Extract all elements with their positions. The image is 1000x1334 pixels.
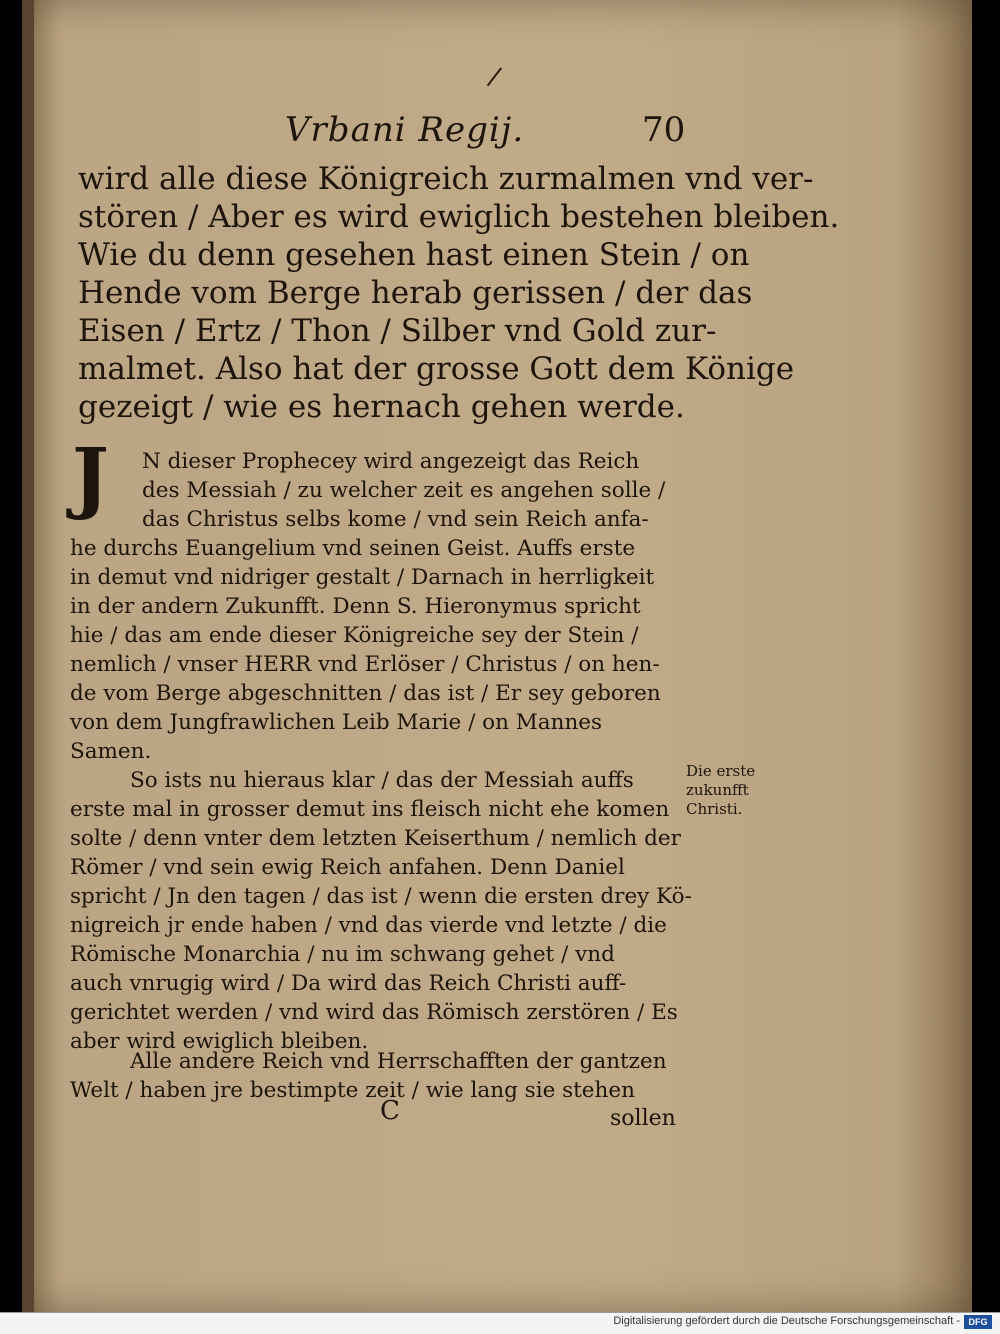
commentary-line: das Christus selbs kome / vnd sein Reich anfa- [142, 507, 649, 532]
marginal-note-line: zukunfft [686, 781, 749, 799]
main-text-line: Wie du denn gesehen hast einen Stein / on [78, 237, 750, 273]
marginal-note [686, 762, 755, 819]
commentary-line: de vom Berge abgeschnitten / das ist / Er sey geboren [70, 681, 661, 706]
main-text-line: gezeigt / wie es hernach gehen werde. [78, 389, 685, 425]
commentary-line: hie / das am ende dieser Königreiche sey der Stein / [70, 623, 639, 648]
commentary-line: von dem Jungfrawlichen Leib Marie / on Mannes [70, 710, 603, 735]
commentary-line: So ists nu hieraus klar / das der Messiah auffs [130, 768, 634, 793]
main-text-line: malmet. Also hat der grosse Gott dem Könige [78, 351, 795, 387]
commentary-line: spricht / Jn den tagen / das ist / wenn die ersten drey Kö- [70, 884, 692, 909]
ink-mark: / [485, 61, 504, 93]
main-text-line: wird alle diese Königreich zurmalmen vnd ver- [78, 161, 814, 197]
commentary-line: he durchs Euangelium vnd seinen Geist. Auffs erste [70, 536, 636, 561]
marginal-note-line: Die erste [686, 762, 756, 780]
commentary-line: auch vnrugig wird / Da wird das Reich Christi auff- [70, 971, 627, 996]
drop-cap-initial: J [72, 432, 109, 523]
commentary-line: in der andern Zukunfft. Denn S. Hieronymus spricht [70, 594, 641, 619]
commentary-line: Römer / vnd sein ewig Reich anfahen. Denn Daniel [70, 855, 625, 880]
commentary-line: Samen. [70, 739, 152, 764]
commentary-line: aber wird ewiglich bleiben. [70, 1029, 369, 1054]
commentary-line: nigreich jr ende haben / vnd das vierde vnd letzte / die [70, 913, 667, 938]
funding-credit: Digitalisierung gefördert durch die Deutsche Forschungsgemeinschaft - [613, 1315, 960, 1327]
catchword: sollen [610, 1106, 676, 1131]
commentary-line: Welt / haben jre bestimpte zeit / wie lang sie stehen [70, 1078, 635, 1103]
commentary-line: Römische Monarchia / nu im schwang gehet / vnd [70, 942, 615, 967]
commentary-line: erste mal in grosser demut ins fleisch nicht ehe komen [70, 797, 670, 822]
commentary-line: nemlich / vnser HERR vnd Erlöser / Christus / on hen- [70, 652, 660, 677]
page-gutter-edge [22, 0, 34, 1312]
commentary-line: des Messiah / zu welcher zeit es angehen solle / [142, 478, 666, 503]
running-title: Vrbani Regij. [285, 110, 525, 150]
dfg-logo-icon: DFG [964, 1315, 992, 1329]
main-text-line: Hende vom Berge herab gerissen / der das [78, 275, 753, 311]
marginal-note-line: Christi. [686, 800, 743, 818]
main-text-line: Eisen / Ertz / Thon / Silber vnd Gold zur- [78, 313, 717, 349]
page-number: 70 [642, 110, 686, 150]
main-text-line: stören / Aber es wird ewiglich bestehen bleiben. [78, 199, 840, 235]
commentary-line: in demut vnd nidriger gestalt / Darnach in herrligkeit [70, 565, 655, 590]
signature-mark: C [380, 1096, 400, 1126]
commentary-line: N dieser Prophecey wird angezeigt das Reich [142, 449, 640, 474]
commentary-line: Alle andere Reich vnd Herrschafften der gantzen [130, 1049, 667, 1074]
commentary-line: gerichtet werden / vnd wird das Römisch zerstören / Es [70, 1000, 678, 1025]
commentary-line: solte / denn vnter dem letzten Keiserthum / nemlich der [70, 826, 681, 851]
